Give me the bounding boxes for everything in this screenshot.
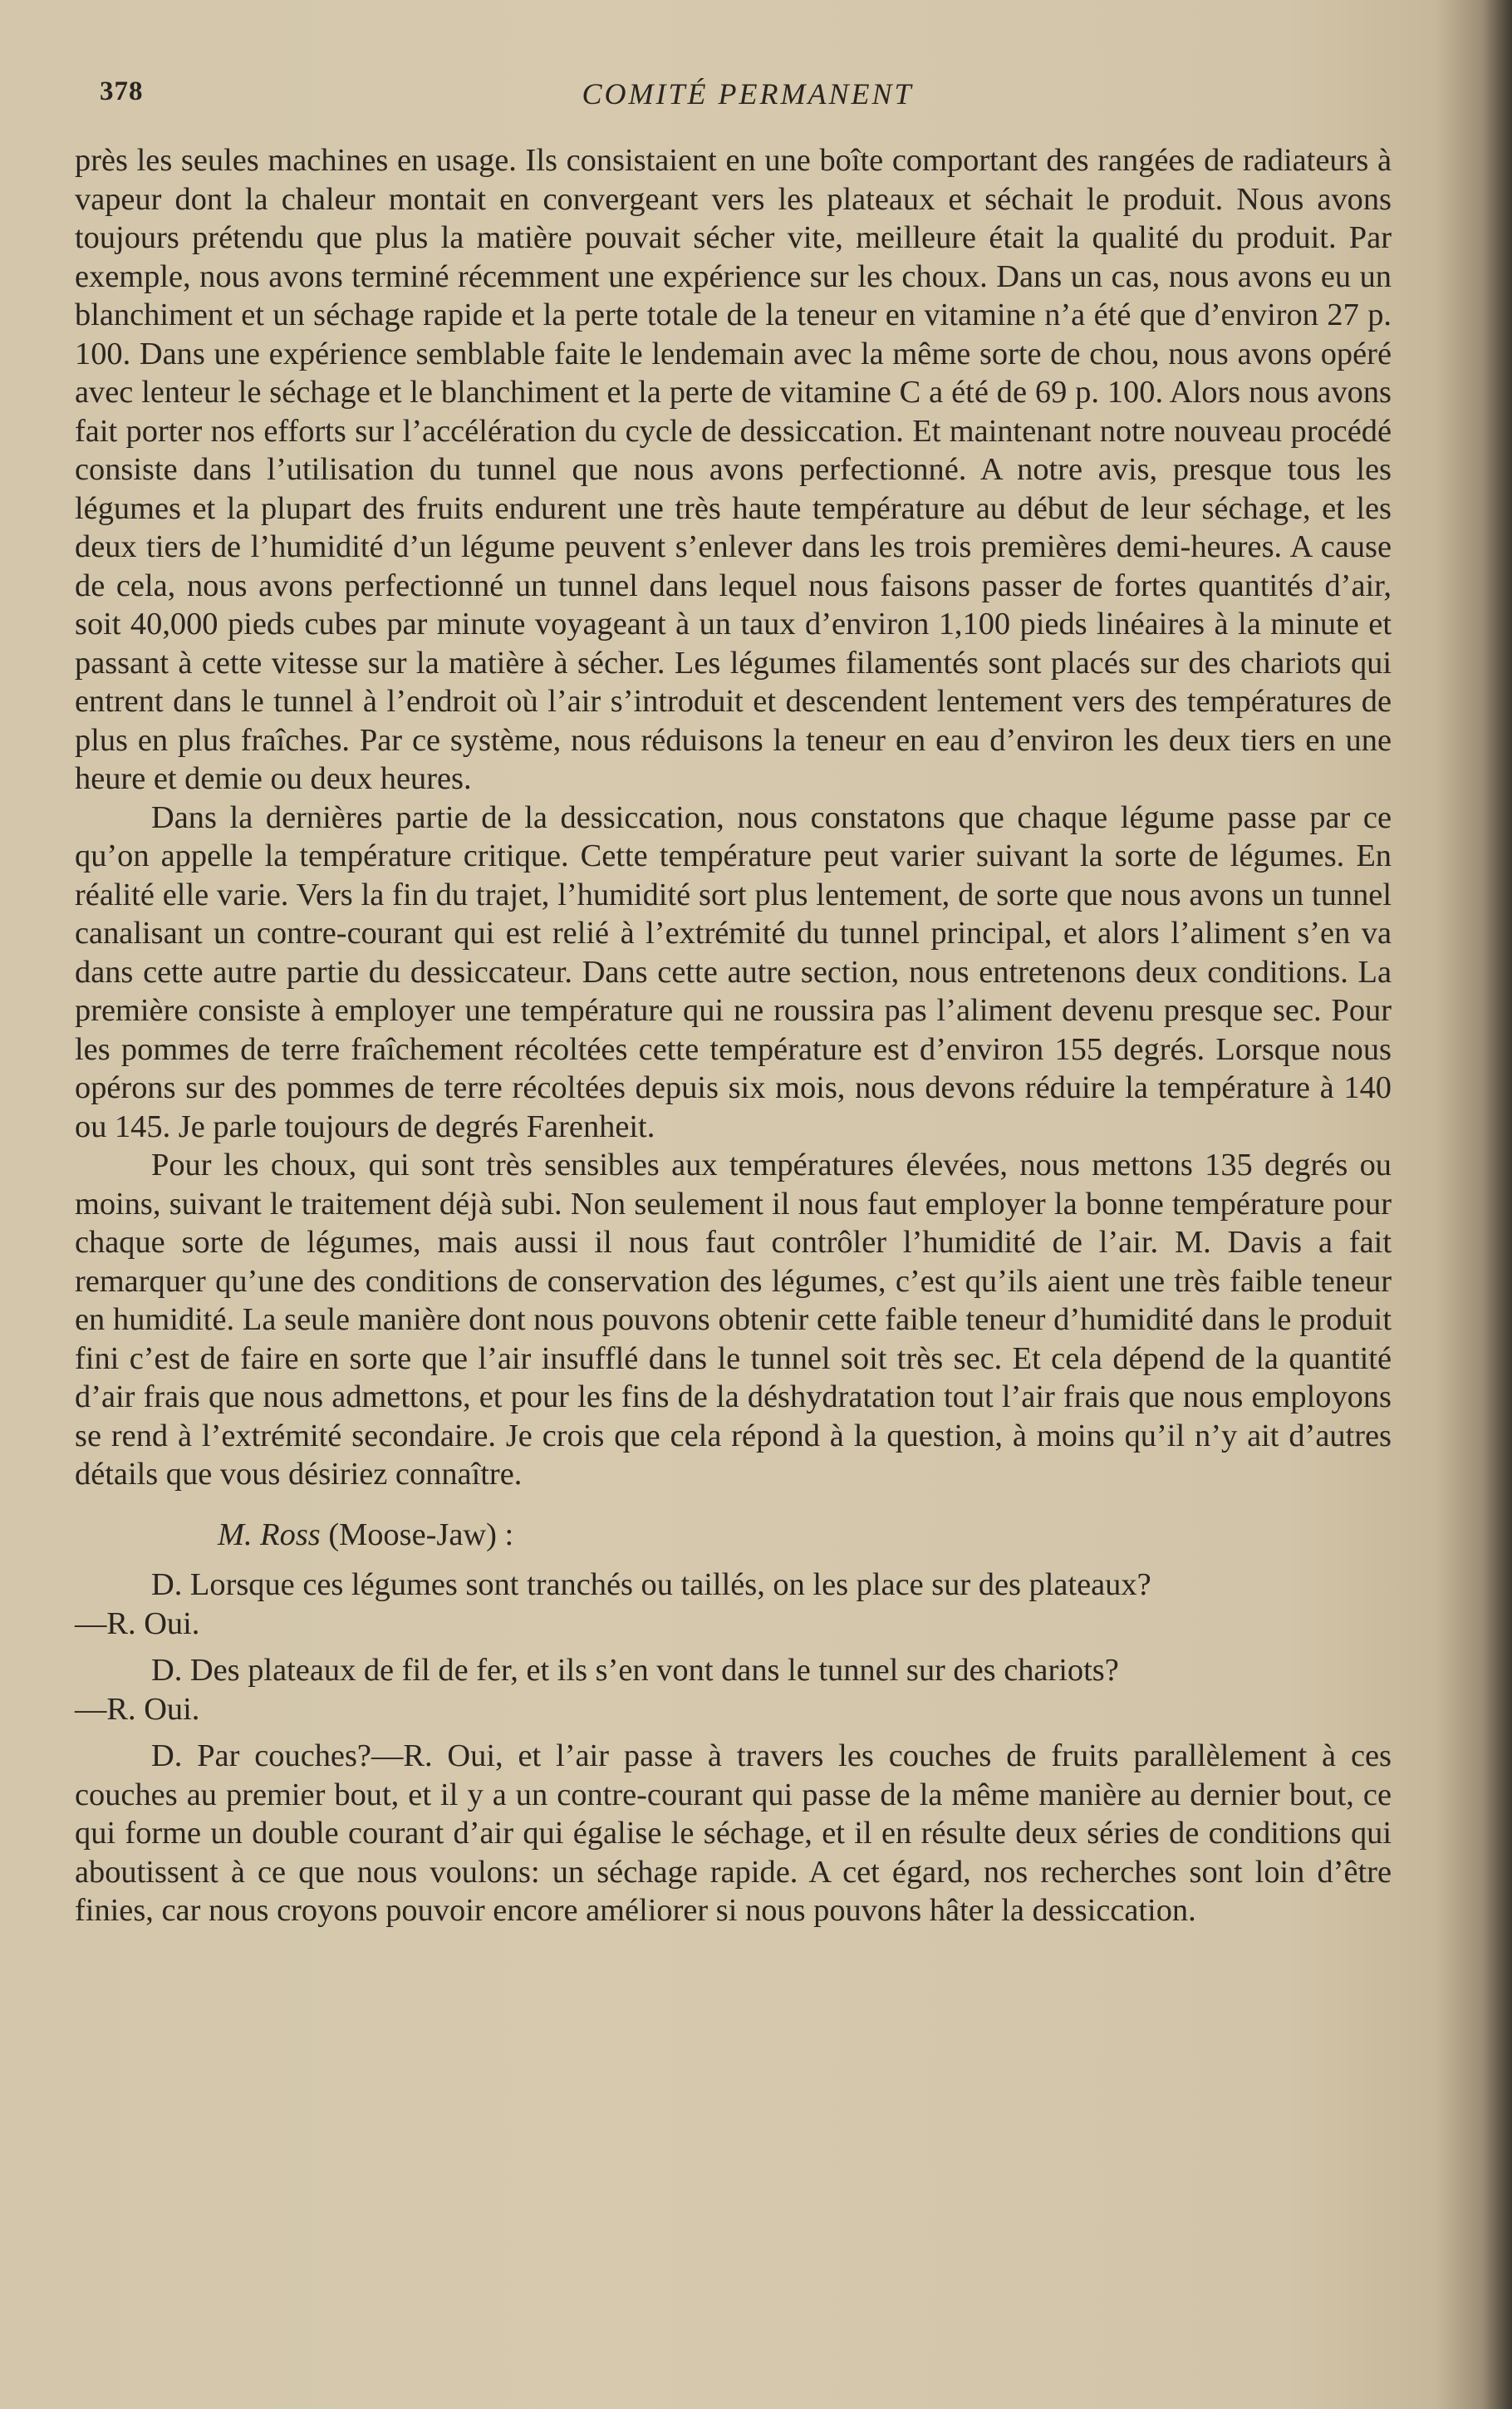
speaker-line bbox=[75, 1516, 1392, 1555]
answer: —R. Oui. bbox=[75, 1605, 200, 1641]
paragraph: près les seules machines en usage. Ils consistaient en une boîte comportant des rangées de radiateurs à vapeur dont la chaleur montait en convergeant vers les plateaux et séchait le produit. Nous avons toujours prétendu que plus la matière pouvait sécher vite, meilleure était la qualité du produit. Par exemple, nous avons terminé récemment une expérience sur les choux. Dans un cas, nous avons eu un blanchiment et un séchage rapide et la perte totale de la teneur en vitamine n’a été que d’environ 27 p. 100. Dans une expérience semblable faite le lendemain avec la même sorte de chou, nous avons opéré avec lenteur le séchage et le blanchiment et la perte de vitamine C a été de 69 p. 100. Alors nous avons fait porter nos efforts sur l’accélération du cycle de dessiccation. Et maintenant notre nouveau procédé consiste dans l’utilisation du tunnel que nous avons perfectionné. A notre avis, presque tous les légumes et la plupart des fruits endurent une très haute température au début de leur séchage, et les deux tiers de l’humidité d’un légume peuvent s’enlever dans les trois premières demi-heures. A cause de cela, nous avons perfectionné un tunnel dans lequel nous faisons passer de fortes quantités d’air, soit 40,000 pieds cubes par minute voyageant à un taux d’environ 1,100 pieds linéaires à la minute et passant à cette vitesse sur la matière à sécher. Les légumes filamentés sont placés sur des chariots qui entrent dans le tunnel à l’endroit où l’air s’introduit et descendent lentement vers des températures de plus en plus fraîches. Par ce système, nous réduisons la teneur en eau d’environ les deux tiers en une heure et demie ou deux heures. bbox=[75, 143, 1392, 796]
question: D. Lorsque ces légumes sont tranchés ou taillés, on les place sur des plateaux? bbox=[151, 1567, 1151, 1602]
page-number: 378 bbox=[100, 76, 144, 106]
paragraph: Dans la dernières partie de la dessiccation, nous constatons que chaque légume passe par ce qu’on appelle la température critique. Cette température peut varier suivant la sorte de légumes. En réalité elle varie. Vers la fin du trajet, l’humidité sort plus lentement, de sorte que nous avons un tunnel canalisant un contre-courant qui est relié à l’extrémité du tunnel principal, et alors l’aliment s’en va dans cette autre partie du dessiccateur. Dans cette autre section, nous entretenons deux conditions. La première consiste à employer une température qui ne roussira pas l’aliment devenu presque sec. Pour les pommes de terre fraîchement récoltées cette température est d’environ 155 degrés. Lorsque nous opérons sur des pommes de terre récoltées depuis six mois, nous devons réduire la température à 140 ou 145. Je parle toujours de degrés Farenheit. bbox=[75, 799, 1392, 1144]
answer: —R. Oui. bbox=[75, 1691, 200, 1727]
question-answer: D. Par couches?—R. Oui, et l’air passe à travers les couches de fruits parallèlement à ces couches au premier bout, et il y a un contre-courant qui passe de la même manière au dernier bout, ce qui forme un double courant d’air qui égalise le séchage, et il en résulte deux séries de conditions qui aboutissent à ce que nous voulons: un séchage rapide. A cet égard, nos recherches sont loin d’être finies, car nous croyons pouvoir encore améliorer si nous pouvons hâter la dessiccation. bbox=[75, 1738, 1392, 1928]
paragraph: Pour les choux, qui sont très sensibles aux températures élevées, nous mettons 135 degrés ou moins, suivant le traitement déjà subi. Non seulement il nous faut employer la bonne température pour chaque sorte de légumes, mais aussi il nous faut contrôler l’humidité de l’air. M. Davis a fait remarquer qu’une des conditions de conservation des légumes, c’est qu’ils aient une très faible teneur en humidité. La seule manière dont nous pouvons obtenir cette faible teneur d’humidité dans le produit fini c’est de faire en sorte que l’air insufflé dans le tunnel soit très sec. Et cela dépend de la quantité d’air frais que nous admettons, et pour les fins de la déshydratation tout l’air frais que nous employons se rend à l’extrémité secondaire. Je crois que cela répond à la question, à moins qu’il n’y ait d’autres détails que vous désiriez connaître. bbox=[75, 1148, 1392, 1492]
body-text bbox=[75, 141, 1392, 1930]
speaker-name: M. Ross bbox=[218, 1517, 321, 1552]
speaker-affiliation: (Moose-Jaw) : bbox=[328, 1517, 514, 1552]
running-head: COMITÉ PERMANENT bbox=[582, 77, 914, 111]
page-header bbox=[100, 76, 1396, 118]
question: D. Des plateaux de fil de fer, et ils s’en vont dans le tunnel sur des chariots? bbox=[151, 1653, 1119, 1688]
